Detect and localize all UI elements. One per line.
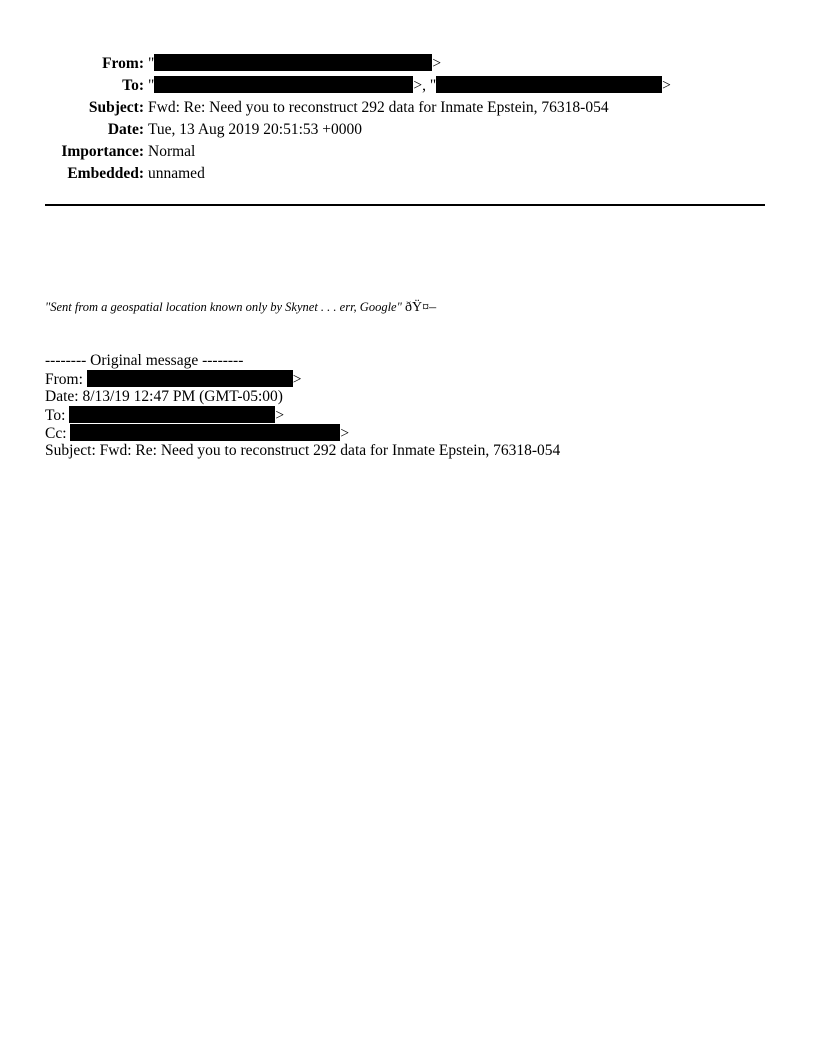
signature-text: "Sent from a geospatial location known only by Skynet . . . err, Google" <box>45 300 402 314</box>
original-to-label: To: <box>45 407 66 424</box>
signature-emoji-glyphs: ðŸ¤– <box>404 300 437 315</box>
subject-label: Subject: <box>88 99 144 116</box>
date-label: Date: <box>107 121 144 138</box>
to-row <box>0 75 816 97</box>
importance-row <box>0 141 816 163</box>
original-cc-row <box>45 424 560 442</box>
from-suffix: > <box>432 55 442 72</box>
original-from-suffix: > <box>292 371 302 388</box>
original-subject-row: Subject: Fwd: Re: Need you to reconstruct 292 data for Inmate Epstein, 76318-054 <box>45 442 561 459</box>
original-separator: -------- Original message -------- <box>45 352 244 369</box>
date-value: Tue, 13 Aug 2019 20:51:53 +0000 <box>148 121 362 138</box>
from-row <box>0 53 816 75</box>
to-middle: >, " <box>413 77 437 94</box>
embedded-value: unnamed <box>148 165 205 182</box>
original-to-row <box>45 406 560 424</box>
redaction-block <box>69 406 275 423</box>
email-header <box>0 53 816 185</box>
redaction-block <box>87 370 293 387</box>
importance-value: Normal <box>148 143 196 160</box>
original-cc-label: Cc: <box>45 425 67 442</box>
redaction-block <box>70 424 340 441</box>
from-prefix: " <box>148 55 155 72</box>
subject-row <box>0 97 816 119</box>
importance-label: Importance: <box>61 143 144 160</box>
signature-line <box>45 300 436 316</box>
from-value <box>148 53 441 75</box>
from-label: From: <box>102 55 144 72</box>
redaction-block <box>436 76 662 93</box>
original-message <box>45 352 560 460</box>
to-prefix: " <box>148 77 155 94</box>
subject-value: Fwd: Re: Need you to reconstruct 292 data for Inmate Epstein, 76318-054 <box>148 99 609 116</box>
original-from-label: From: <box>45 371 83 388</box>
date-row <box>0 119 816 141</box>
to-suffix: > <box>662 77 671 94</box>
redaction-block <box>154 54 432 71</box>
to-label: To: <box>122 77 144 94</box>
header-divider <box>45 204 765 206</box>
redaction-block <box>154 76 413 93</box>
embedded-label: Embedded: <box>67 165 144 182</box>
original-cc-suffix: > <box>340 425 350 442</box>
original-from-row <box>45 370 560 388</box>
to-value <box>148 75 671 97</box>
embedded-row <box>0 163 816 185</box>
original-date-row: Date: 8/13/19 12:47 PM (GMT-05:00) <box>45 388 283 405</box>
original-to-suffix: > <box>275 407 285 424</box>
